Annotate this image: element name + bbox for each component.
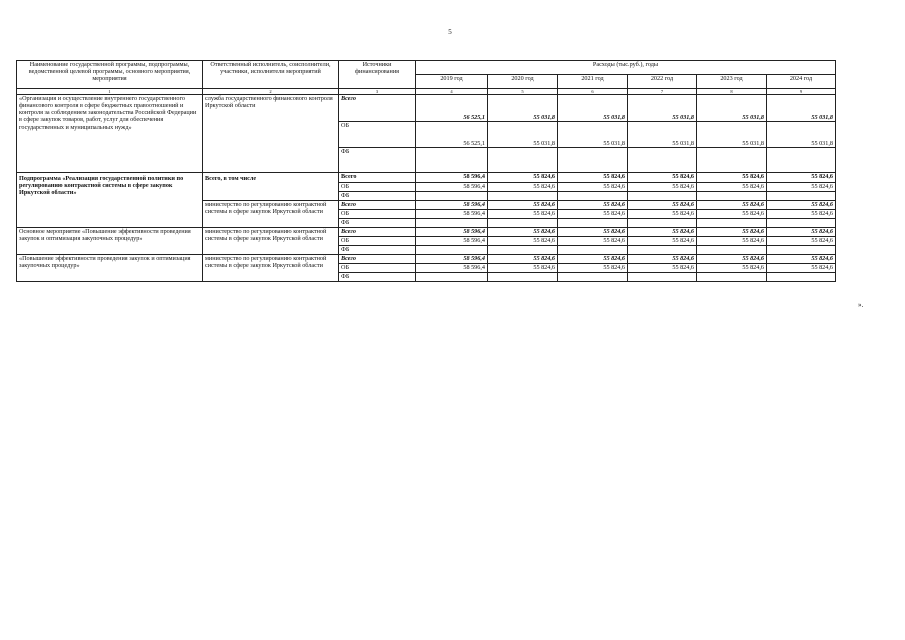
column-index: 6 [558, 89, 628, 95]
value-cell [697, 219, 767, 228]
source-cell-fb: ФБ [339, 219, 416, 228]
header-source: Источники финансирования [339, 61, 416, 89]
value-cell [628, 246, 697, 255]
value-cell [558, 192, 628, 201]
value-cell [628, 192, 697, 201]
value-cell [488, 192, 558, 201]
value-cell: 58 596,4 [416, 201, 488, 210]
value-cell [697, 246, 767, 255]
value-cell: 55 824,6 [488, 228, 558, 237]
value-cell: 55 824,6 [628, 183, 697, 192]
value-cell: 55 824,6 [767, 255, 836, 264]
value-cell: 55 824,6 [488, 237, 558, 246]
activity-name-cell: Основное мероприятие «Повышение эффективности проведения закупок и оптимизация закупочных процедур» [17, 228, 203, 255]
header-expenses: Расходы (тыс.руб.), годы [416, 61, 836, 75]
value-cell: 55 824,6 [628, 237, 697, 246]
column-index: 9 [767, 89, 836, 95]
value-cell: 55 824,6 [628, 210, 697, 219]
source-cell-ob: ОБ [339, 183, 416, 192]
value-cell [488, 148, 558, 173]
value-cell: 55 824,6 [558, 237, 628, 246]
source-cell-ob: ОБ [339, 210, 416, 219]
value-cell: 58 596,4 [416, 210, 488, 219]
source-cell-total: Всего [339, 255, 416, 264]
source-cell-total: Всего [339, 173, 416, 183]
program-name-cell: «Организация и осуществление внутреннего государственного финансового контроля в сфере бюджетных правоотношений и контроля за соблюдением законодательства Российской Федерации в сфере закупок товаров, работ, услуг для обеспечения государственных и муниципальных нужд» [17, 95, 203, 173]
value-cell: 58 596,4 [416, 237, 488, 246]
value-cell: 55 031,8 [767, 122, 836, 148]
executor-cell: служба государственного финансового контроля Иркутской области [203, 95, 339, 173]
value-cell [697, 273, 767, 282]
value-cell: 55 824,6 [558, 201, 628, 210]
value-cell: 55 824,6 [558, 255, 628, 264]
value-cell: 55 824,6 [628, 173, 697, 183]
value-cell: 55 031,8 [697, 95, 767, 122]
value-cell: 55 824,6 [558, 210, 628, 219]
column-index: 2 [203, 89, 339, 95]
value-cell: 55 824,6 [767, 183, 836, 192]
value-cell [558, 246, 628, 255]
value-cell: 55 824,6 [697, 201, 767, 210]
value-cell [416, 219, 488, 228]
value-cell [488, 219, 558, 228]
value-cell [558, 219, 628, 228]
value-cell [767, 219, 836, 228]
column-index: 1 [17, 89, 203, 95]
executor-cell-total: Всего, в том числе [203, 173, 339, 201]
value-cell [416, 192, 488, 201]
value-cell: 55 824,6 [697, 237, 767, 246]
source-cell-fb: ФБ [339, 273, 416, 282]
budget-table [16, 60, 836, 282]
value-cell: 55 031,8 [558, 95, 628, 122]
table-row [17, 255, 836, 264]
source-cell-total: Всего [339, 95, 416, 122]
value-cell [488, 246, 558, 255]
value-cell: 55 824,6 [628, 255, 697, 264]
value-cell: 55 824,6 [628, 264, 697, 273]
header-year: 2023 год [697, 75, 767, 89]
value-cell: 55 031,8 [697, 122, 767, 148]
value-cell: 55 031,8 [488, 122, 558, 148]
value-cell [628, 273, 697, 282]
source-cell-total: Всего [339, 201, 416, 210]
value-cell: 55 824,6 [558, 183, 628, 192]
value-cell [558, 273, 628, 282]
value-cell: 55 824,6 [488, 173, 558, 183]
value-cell: 58 596,4 [416, 183, 488, 192]
value-cell: 55 824,6 [488, 264, 558, 273]
source-cell-ob: ОБ [339, 264, 416, 273]
value-cell: 55 824,6 [767, 210, 836, 219]
value-cell: 55 824,6 [697, 210, 767, 219]
column-index: 4 [416, 89, 488, 95]
column-index: 8 [697, 89, 767, 95]
value-cell: 58 596,4 [416, 173, 488, 183]
value-cell: 55 824,6 [488, 255, 558, 264]
source-cell-fb: ФБ [339, 192, 416, 201]
value-cell [628, 219, 697, 228]
value-cell [767, 273, 836, 282]
header-year: 2021 год [558, 75, 628, 89]
page-number: 5 [448, 28, 452, 36]
value-cell [767, 246, 836, 255]
column-index: 3 [339, 89, 416, 95]
value-cell [767, 148, 836, 173]
value-cell: 55 031,8 [558, 122, 628, 148]
header-row [17, 61, 836, 75]
value-cell: 55 824,6 [488, 210, 558, 219]
value-cell: 55 824,6 [697, 264, 767, 273]
value-cell: 55 824,6 [767, 228, 836, 237]
value-cell: 55 824,6 [558, 228, 628, 237]
value-cell: 56 525,1 [416, 122, 488, 148]
executor-cell: министерство по регулированию контрактной системы в сфере закупок Иркутской области [203, 201, 339, 228]
source-cell-fb: ФБ [339, 148, 416, 173]
header-year: 2020 год [488, 75, 558, 89]
table-row [17, 228, 836, 237]
column-index: 5 [488, 89, 558, 95]
value-cell: 55 824,6 [767, 173, 836, 183]
value-cell [628, 148, 697, 173]
source-cell-ob: ОБ [339, 122, 416, 148]
value-cell: 55 031,8 [628, 95, 697, 122]
value-cell: 55 031,8 [767, 95, 836, 122]
table-row [17, 95, 836, 122]
value-cell: 55 031,8 [488, 95, 558, 122]
header-year: 2022 год [628, 75, 697, 89]
value-cell: 55 824,6 [767, 264, 836, 273]
value-cell: 55 824,6 [488, 201, 558, 210]
value-cell [558, 148, 628, 173]
value-cell [488, 273, 558, 282]
value-cell [416, 246, 488, 255]
value-cell: 58 596,4 [416, 264, 488, 273]
value-cell [697, 148, 767, 173]
activity-name-cell: «Повышение эффективности проведения закупок и оптимизация закупочных процедур» [17, 255, 203, 282]
value-cell [767, 192, 836, 201]
value-cell: 55 824,6 [488, 183, 558, 192]
source-cell-fb: ФБ [339, 246, 416, 255]
column-index: 7 [628, 89, 697, 95]
subprogram-name-cell: Подпрограмма «Реализация государственной политики по регулированию контрактной системы в сфере закупок Иркутской области» [17, 173, 203, 228]
value-cell: 55 824,6 [767, 237, 836, 246]
source-cell-ob: ОБ [339, 237, 416, 246]
value-cell: 55 824,6 [628, 228, 697, 237]
value-cell: 58 596,4 [416, 255, 488, 264]
value-cell: 55 824,6 [697, 255, 767, 264]
header-year: 2019 год [416, 75, 488, 89]
header-name: Наименование государственной программы, подпрограммы, ведомственной целевой программы, основного мероприятия, мероприятия [17, 61, 203, 89]
value-cell: 55 824,6 [628, 201, 697, 210]
value-cell [416, 273, 488, 282]
executor-cell: министерство по регулированию контрактной системы в сфере закупок Иркутской области [203, 255, 339, 282]
header-year: 2024 год [767, 75, 836, 89]
header-executor: Ответственный исполнитель, соисполнители, участники, исполнители мероприятий [203, 61, 339, 89]
closing-quote-mark: ». [858, 301, 864, 309]
value-cell: 55 824,6 [697, 183, 767, 192]
value-cell: 55 824,6 [558, 264, 628, 273]
value-cell: 55 824,6 [767, 201, 836, 210]
value-cell: 55 031,8 [628, 122, 697, 148]
value-cell [697, 192, 767, 201]
value-cell: 58 596,4 [416, 228, 488, 237]
value-cell: 55 824,6 [697, 173, 767, 183]
executor-cell: министерство по регулированию контрактной системы в сфере закупок Иркутской области [203, 228, 339, 255]
source-cell-total: Всего [339, 228, 416, 237]
value-cell: 55 824,6 [697, 228, 767, 237]
table-row [17, 173, 836, 183]
value-cell: 55 824,6 [558, 173, 628, 183]
value-cell: 56 525,1 [416, 95, 488, 122]
value-cell [416, 148, 488, 173]
